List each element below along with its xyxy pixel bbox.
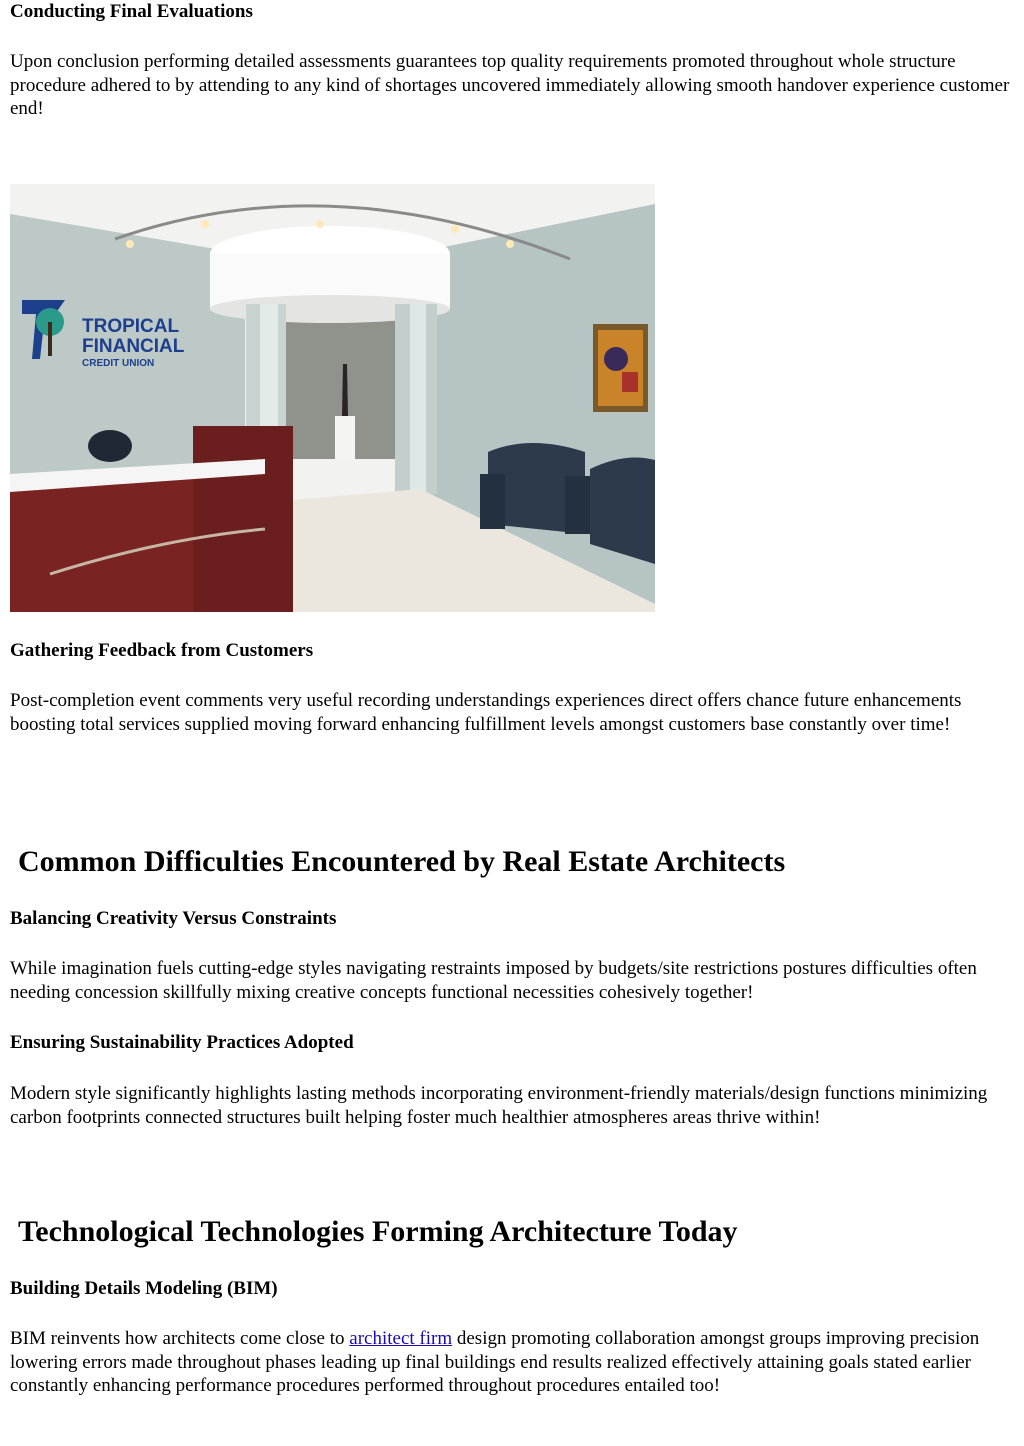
bim-text-after-link: design promoting collaboration amongst groups improving precision lowering errors made throughout phases leading up final buildings end results realized effectively attaining goals stated earlier constantly enhancing performance procedures performed throughout procedures entailed too! — [10, 1328, 980, 1396]
heading-feedback: Gathering Feedback from Customers — [10, 640, 314, 661]
logo-text-credit-union: CREDIT UNION — [82, 358, 155, 369]
lobby-illustration — [10, 184, 655, 612]
paragraph-sustainability: Modern style significantly highlights lasting methods incorporating environment-friendly materials/design functions minimizing carbon footprints connected structures built helping foster much healthier atmospheres areas thrive within! — [10, 1083, 988, 1128]
paragraph-balancing-creativity: While imagination fuels cutting-edge styles navigating restraints imposed by budgets/site restrictions postures difficulties often needing concession skillfully mixing creative concepts functional necessities cohesively together! — [10, 958, 977, 1003]
architect-firm-link[interactable]: architect firm — [349, 1328, 453, 1349]
heading-final-evaluations: Conducting Final Evaluations — [10, 1, 253, 22]
lobby-photo — [10, 184, 655, 612]
heading-balancing-creativity: Balancing Creativity Versus Constraints — [10, 908, 337, 929]
paragraph-final-evaluations: Upon conclusion performing detailed assessments guarantees top quality requirements promoted throughout whole structure procedure adhered to by attending to any kind of shortages uncovered immediately allowing smooth handover experience customer end! — [10, 51, 1010, 119]
logo-text-financial: FINANCIAL — [82, 336, 185, 357]
heading-sustainability: Ensuring Sustainability Practices Adopted — [10, 1032, 354, 1053]
heading-bim: Building Details Modeling (BIM) — [10, 1278, 278, 1299]
logo-text-tropical: TROPICAL — [82, 316, 180, 337]
section-title-technologies: Technological Technologies Forming Architecture Today — [18, 1215, 738, 1248]
section-title-difficulties: Common Difficulties Encountered by Real Estate Architects — [18, 845, 786, 878]
bim-text-before-link: BIM reinvents how architects come close to — [10, 1328, 350, 1349]
paragraph-bim — [10, 1327, 1016, 1398]
paragraph-feedback: Post-completion event comments very useful recording understandings experiences direct offers chance future enhancements boosting total services supplied moving forward enhancing fulfillment levels amongst customers base constantly over time! — [10, 690, 962, 735]
